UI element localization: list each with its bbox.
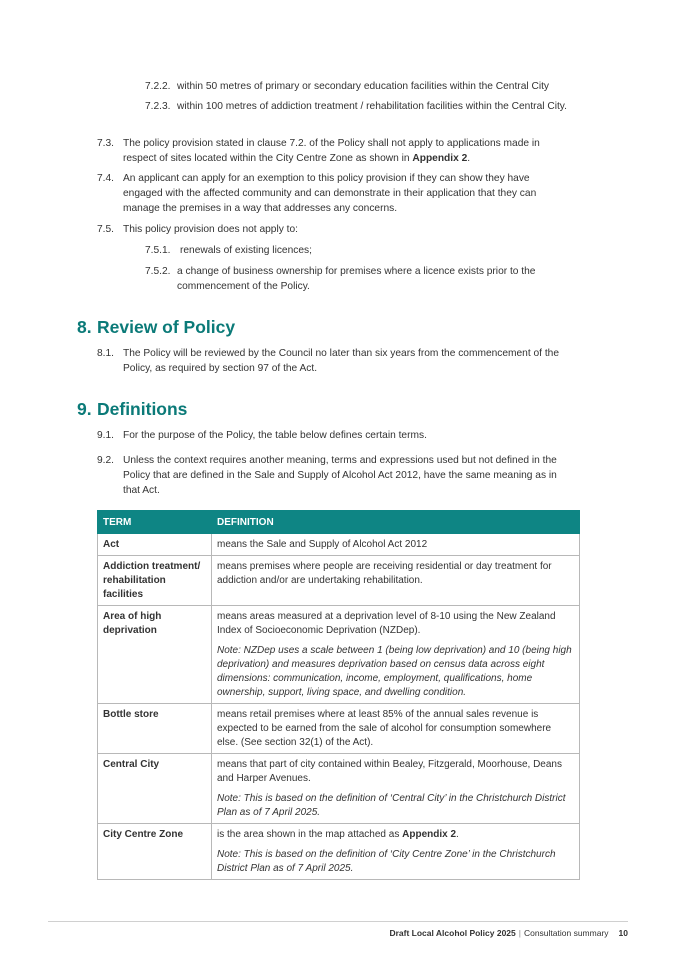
clause-number: 9.2. <box>97 455 114 466</box>
clause-text: renewals of existing licences; <box>180 245 312 256</box>
clause-text: Unless the context requires another meaning, terms and expressions used but not defined in the Policy that are defined in the Sale and Supply of Alcohol Act 2012, have the same meaning as in that Act. <box>123 455 557 496</box>
definition-text-end: . <box>456 829 459 840</box>
term-cell: Central City <box>98 754 212 824</box>
clause-text: For the purpose of the Policy, the table below defines certain terms. <box>123 430 427 441</box>
section-number: 8. <box>77 317 92 337</box>
clause-text <box>123 136 563 166</box>
table-row <box>98 754 580 824</box>
definition-note: Note: NZDep uses a scale between 1 (being low deprivation) and 10 (being high deprivation) and measures deprivation based on census data across eight dimensions: communication, income, employment, qualifications, home ownership, support, living space, and dwelling condition. <box>217 645 572 698</box>
table-row <box>98 704 580 754</box>
term-cell: Act <box>98 534 212 556</box>
definition-cell <box>212 824 580 880</box>
footer-document-title: Draft Local Alcohol Policy 2025 <box>389 928 516 938</box>
definition-text: means the Sale and Supply of Alcohol Act 2012 <box>217 539 428 550</box>
clause-number: 7.4. <box>97 173 114 184</box>
section-title: Definitions <box>97 399 188 419</box>
page-number: 10 <box>618 928 628 938</box>
definition-text: means that part of city contained within Bealey, Fitzgerald, Moorhouse, Deans and Harper Avenues. <box>217 759 562 784</box>
definition-text <box>217 828 574 842</box>
clause-text-part: The policy provision stated in clause 7.2. of the Policy shall not apply to applications made in respect of sites located within the City Centre Zone as shown in <box>123 138 540 164</box>
section-heading-review <box>77 316 235 338</box>
clause-number: 7.5. <box>97 224 114 235</box>
clause-text: within 100 metres of addiction treatment / rehabilitation facilities within the Central City. <box>177 101 567 112</box>
definition-note: Note: This is based on the definition of ‘Central City’ in the Christchurch District Plan as of 7 April 2025. <box>217 793 566 818</box>
definition-text-part: is the area shown in the map attached as <box>217 829 403 840</box>
definition-text: means areas measured at a deprivation level of 8-10 using the New Zealand Index of Socioeconomic Deprivation (NZDep). <box>217 611 556 636</box>
clause-number: 7.2.2. <box>145 81 171 92</box>
page-footer <box>389 928 628 938</box>
definition-cell <box>212 754 580 824</box>
clause-text: within 50 metres of primary or secondary education facilities within the Central City <box>177 81 550 92</box>
section-heading-definitions <box>77 398 187 420</box>
definition-cell <box>212 534 580 556</box>
definition-cell <box>212 556 580 606</box>
footer-subtitle: Consultation summary <box>523 928 609 938</box>
clause-number: 7.2.3. <box>145 101 171 112</box>
table-row <box>98 606 580 704</box>
appendix-reference: Appendix 2 <box>412 153 468 164</box>
table-row <box>98 556 580 606</box>
footer-divider <box>48 921 628 922</box>
clause-number: 8.1. <box>97 348 114 359</box>
clause-number: 7.5.1. <box>145 245 171 256</box>
column-header-definition: DEFINITION <box>212 511 580 534</box>
clause-number: 9.1. <box>97 430 114 441</box>
term-cell: Area of high deprivation <box>98 606 212 704</box>
column-header-term: TERM <box>98 511 212 534</box>
table-row <box>98 534 580 556</box>
section-title: Review of Policy <box>97 317 236 337</box>
definition-cell <box>212 606 580 704</box>
clause-text: This policy provision does not apply to: <box>123 224 298 235</box>
appendix-reference: Appendix 2 <box>402 829 457 840</box>
table-header-row <box>98 511 580 534</box>
section-number: 9. <box>77 399 92 419</box>
clause-text: An applicant can apply for an exemption to this policy provision if they can show they have engaged with the affected community and can demonstrate in their application that they can manage the premises in a way that addresses any concerns. <box>123 173 537 214</box>
term-cell: Bottle store <box>98 704 212 754</box>
definition-note: Note: This is based on the definition of ‘City Centre Zone’ in the Christchurch District Plan as of 7 April 2025. <box>217 849 556 874</box>
term-cell: City Centre Zone <box>98 824 212 880</box>
definition-text: means premises where people are receiving residential or day treatment for addiction and/or are undertaking rehabilitation. <box>217 561 552 586</box>
clause-text-end: . <box>467 153 471 164</box>
table-row <box>98 824 580 880</box>
clause-number: 7.3. <box>97 138 114 149</box>
definition-cell <box>212 704 580 754</box>
clause-number: 7.5.2. <box>145 266 171 277</box>
clause-text: a change of business ownership for premises where a licence exists prior to the commencement of the Policy. <box>177 266 536 292</box>
term-cell: Addiction treatment/ rehabilitation facilities <box>98 556 212 606</box>
definitions-table <box>97 510 580 880</box>
footer-separator: | <box>518 928 521 938</box>
clause-text: The Policy will be reviewed by the Council no later than six years from the commencement of the Policy, as required by section 97 of the Act. <box>123 348 559 374</box>
definition-text: means retail premises where at least 85% of the annual sales revenue is expected to be earned from the sale of alcohol for consumption somewhere else. (See section 32(1) of the Act). <box>217 709 552 748</box>
